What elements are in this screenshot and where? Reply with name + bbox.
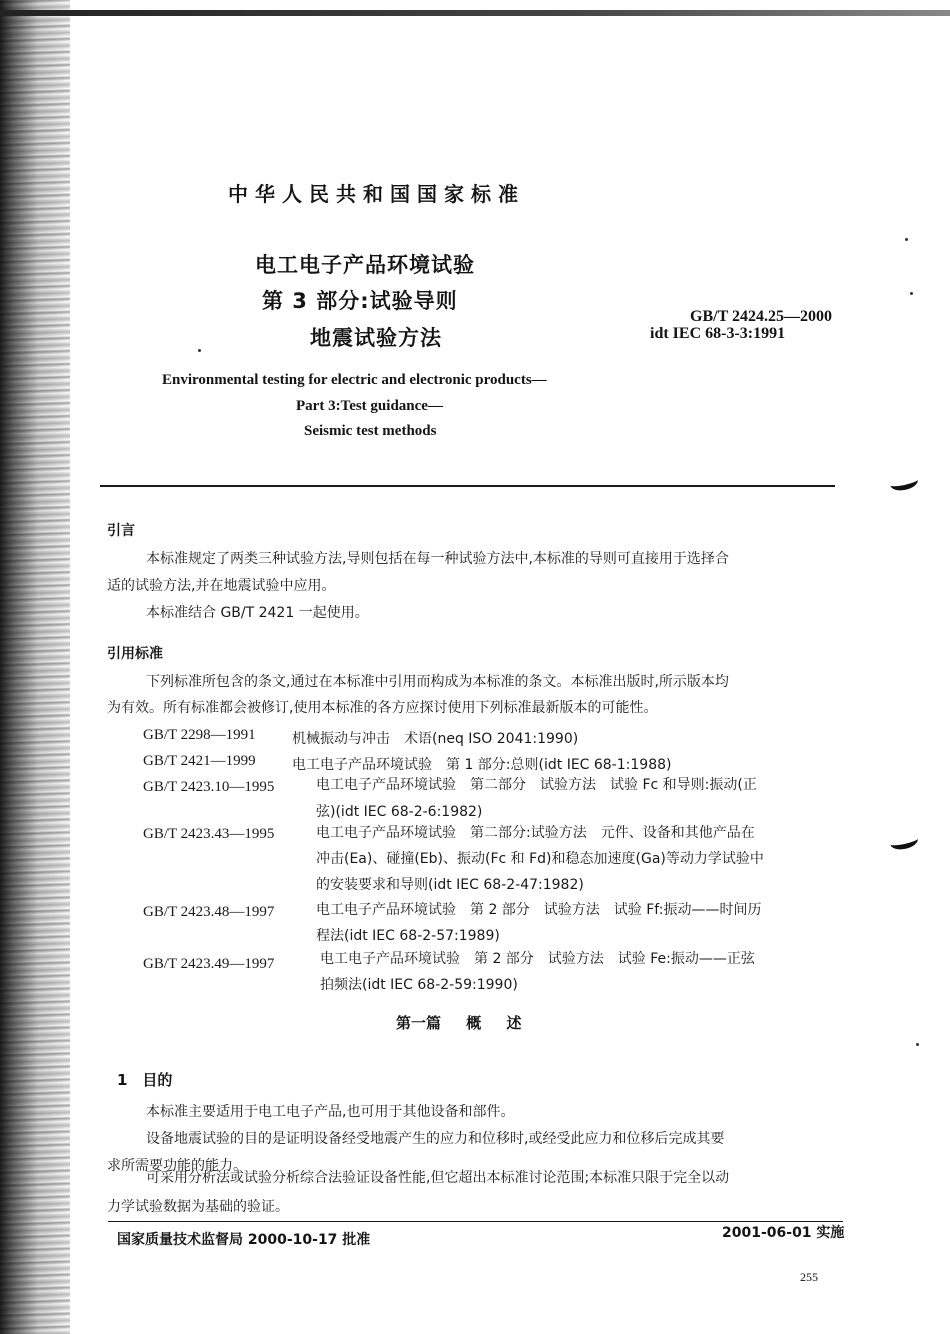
header-divider bbox=[100, 485, 835, 487]
scan-mark bbox=[889, 472, 920, 492]
ref-code: GB/T 2421—1999 bbox=[143, 753, 256, 769]
ref-desc-cont: 程法(idt IEC 68-2-57:1989) bbox=[316, 928, 500, 944]
equivalent-code: idt IEC 68-3-3:1991 bbox=[650, 325, 786, 342]
intro-paragraph-line1: 本标准规定了两类三种试验方法,导则包括在每一种试验方法中,本标准的导则可直接用于选择合 bbox=[146, 551, 729, 567]
ref-code: GB/T 2423.10—1995 bbox=[143, 779, 275, 795]
ref-desc: 电工电子产品环境试验 第 2 部分 试验方法 试验 Fe:振动——正弦 bbox=[320, 951, 755, 967]
ref-code: GB/T 2423.48—1997 bbox=[143, 904, 275, 920]
section-1-heading: 1 目的 bbox=[117, 1071, 173, 1089]
ref-desc-cont: 拍频法(idt IEC 68-2-59:1990) bbox=[320, 977, 518, 993]
section-1-paragraph-2-line1: 设备地震试验的目的是证明设备经受地震产生的应力和位移时,或经受此应力和位移后完成其要 bbox=[146, 1131, 725, 1147]
ref-desc: 电工电子产品环境试验 第 2 部分 试验方法 试验 Ff:振动——时间历 bbox=[316, 902, 762, 918]
ref-desc-cont: 的安装要求和导则(idt IEC 68-2-47:1982) bbox=[316, 877, 584, 893]
approval-line: 国家质量技术监督局 2000-10-17 批准 bbox=[117, 1232, 371, 1248]
page-number: 255 bbox=[800, 1270, 818, 1284]
references-paragraph-line1: 下列标准所包含的条文,通过在本标准中引用而构成为本标准的条文。本标准出版时,所示版本均 bbox=[146, 674, 729, 690]
ref-code: GB/T 2423.43—1995 bbox=[143, 826, 275, 842]
scan-dot bbox=[905, 238, 908, 241]
en-title-line2: Part 3:Test guidance— bbox=[296, 398, 443, 414]
intro-paragraph-2: 本标准结合 GB/T 2421 一起使用。 bbox=[146, 605, 369, 621]
scan-dot bbox=[198, 349, 201, 352]
en-title-line3: Seismic test methods bbox=[304, 423, 437, 439]
intro-heading: 引言 bbox=[107, 523, 135, 539]
ref-desc: 机械振动与冲击 术语(neq ISO 2041:1990) bbox=[292, 731, 579, 747]
ref-desc: 电工电子产品环境试验 第二部分 试验方法 试验 Fc 和导则:振动(正 bbox=[316, 777, 757, 793]
ref-code: GB/T 2298—1991 bbox=[143, 727, 256, 743]
national-standard-title: 中华人民共和国国家标准 bbox=[228, 182, 525, 206]
section-1-paragraph-3-line1: 可采用分析法或试验分析综合法验证设备性能,但它超出本标准讨论范围;本标准只限于完全以动 bbox=[146, 1170, 730, 1186]
cn-title-line2: 第 3 部分:试验导则 bbox=[262, 289, 458, 313]
ref-desc-cont: 弦)(idt IEC 68-2-6:1982) bbox=[316, 804, 483, 820]
cn-title-line3: 地震试验方法 bbox=[310, 326, 442, 350]
ref-desc: 电工电子产品环境试验 第二部分:试验方法 元件、设备和其他产品在 bbox=[316, 825, 755, 841]
effective-date: 2001-06-01 实施 bbox=[722, 1225, 845, 1241]
scan-dot bbox=[916, 1043, 919, 1046]
scan-shadow-left bbox=[0, 0, 70, 1334]
scan-mark bbox=[889, 831, 920, 851]
ref-desc: 电工电子产品环境试验 第 1 部分:总则(idt IEC 68-1:1988) bbox=[292, 757, 672, 773]
references-paragraph-line2: 为有效。所有标准都会被修订,使用本标准的各方应探讨使用下列标准最新版本的可能性。 bbox=[107, 700, 658, 716]
references-heading: 引用标准 bbox=[107, 646, 163, 662]
section-1-paragraph-1: 本标准主要适用于电工电子产品,也可用于其他设备和部件。 bbox=[146, 1104, 515, 1120]
scan-edge-top bbox=[0, 10, 950, 16]
part-one-title: 第一篇 概 述 bbox=[396, 1014, 522, 1032]
intro-paragraph-line2: 适的试验方法,并在地震试验中应用。 bbox=[107, 578, 336, 594]
section-1-paragraph-2-line2: 求所需要功能的能力。 bbox=[107, 1158, 247, 1174]
section-1-paragraph-3-line2: 力学试验数据为基础的验证。 bbox=[107, 1199, 289, 1215]
en-title-line1: Environmental testing for electric and electronic products— bbox=[162, 372, 547, 388]
cn-title-line1: 电工电子产品环境试验 bbox=[255, 253, 475, 277]
standard-code: GB/T 2424.25—2000 bbox=[690, 308, 832, 325]
ref-desc-cont: 冲击(Ea)、碰撞(Eb)、振动(Fc 和 Fd)和稳态加速度(Ga)等动力学试验中 bbox=[316, 851, 764, 867]
scan-dot bbox=[910, 292, 913, 295]
ref-code: GB/T 2423.49—1997 bbox=[143, 956, 275, 972]
